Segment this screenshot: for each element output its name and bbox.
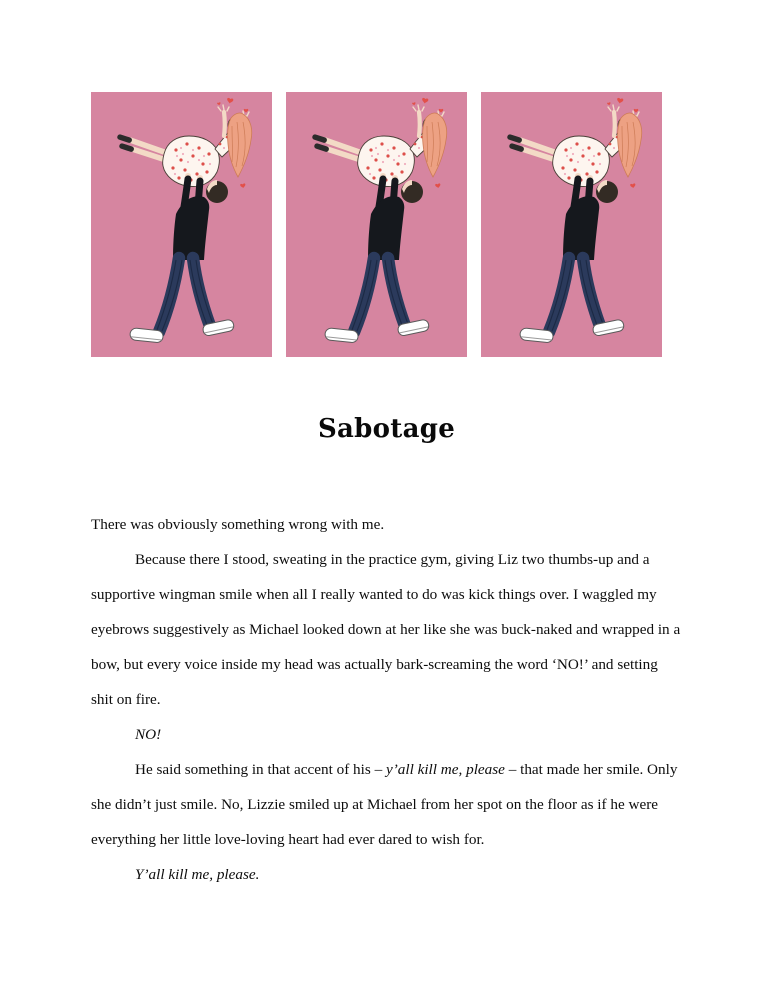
paragraph xyxy=(91,752,682,857)
chapter-title: Sabotage xyxy=(317,414,456,444)
paragraph xyxy=(91,542,682,717)
dance-lift-illustration xyxy=(481,92,662,357)
paragraph xyxy=(91,717,682,752)
dance-lift-illustration xyxy=(286,92,467,357)
story-text xyxy=(91,507,682,892)
text-run: There was obviously something wrong with me. xyxy=(91,516,385,533)
dance-lift-illustration xyxy=(91,92,272,357)
text-run: NO! xyxy=(135,726,162,743)
text-run: – that made her smile. Only she didn’t just smile. No, Lizzie smiled up at Michael from her spot on the floor as if he were everything her little love-loving heart had ever dared to wish for. xyxy=(91,761,678,848)
illustration-row xyxy=(91,92,662,357)
text-run: y’all kill me, please xyxy=(385,761,505,778)
paragraph xyxy=(91,507,682,542)
text-run: He said something in that accent of his – xyxy=(135,761,386,778)
text-run: Y’all kill me, please. xyxy=(135,866,260,883)
paragraph xyxy=(91,857,682,892)
text-run: Because there I stood, sweating in the practice gym, giving Liz two thumbs-up and a supportive wingman smile when all I really wanted to do was kick things over. I waggled my eyebrows suggestively as Michael looked down at her like she was buck-naked and wrapped in a bow, but every voice inside my head was actually bark-screaming the word ‘NO!’ and setting shit on fire. xyxy=(91,551,681,708)
